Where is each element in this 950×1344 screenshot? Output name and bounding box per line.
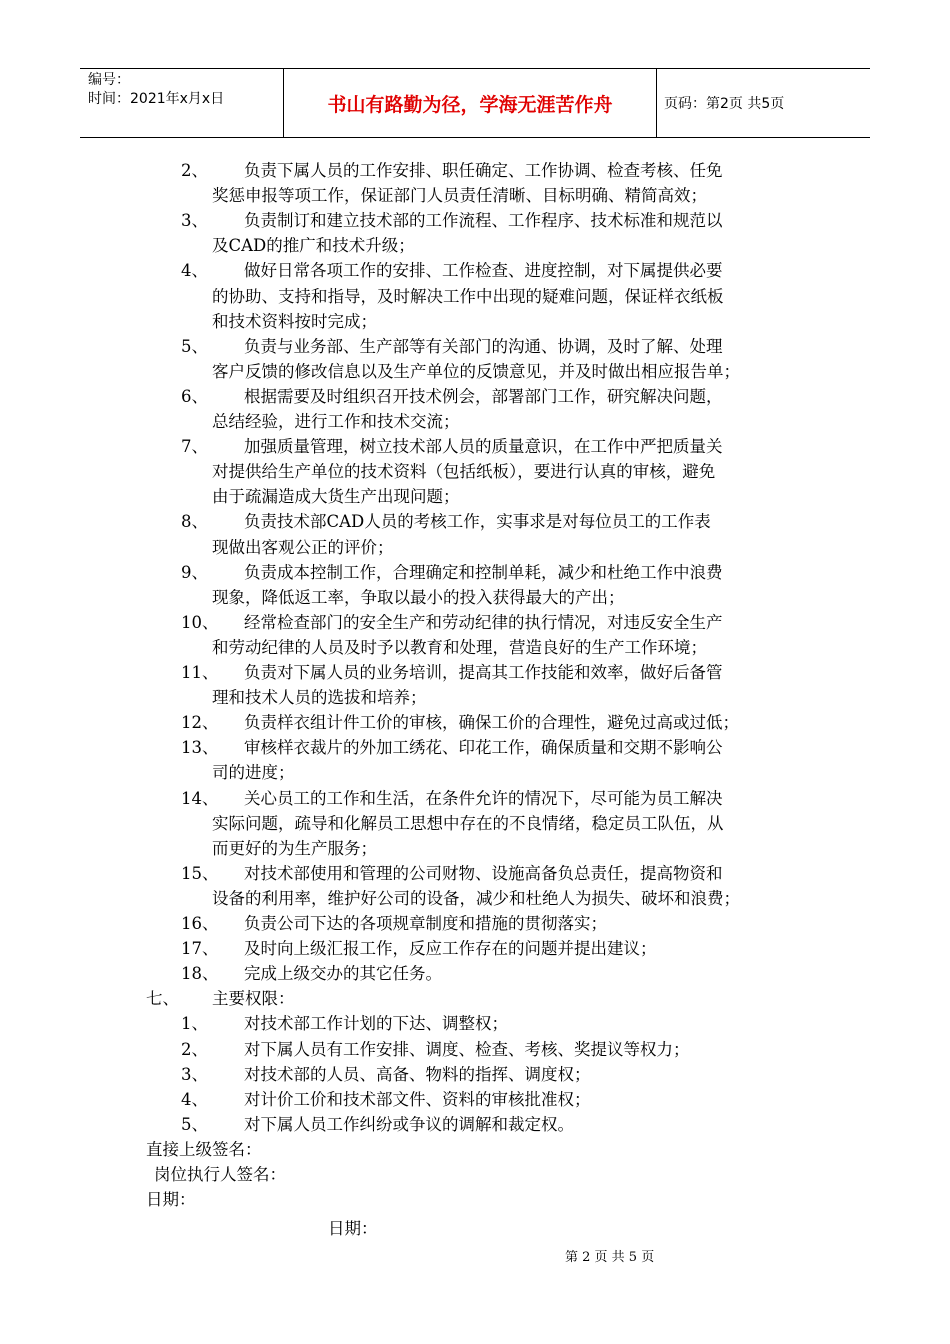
authority-number: 5、 — [181, 1114, 208, 1134]
duty-number: 13、 — [181, 738, 219, 758]
duty-text-line: 完成上级交办的其它任务。 — [244, 964, 442, 984]
authority-text: 对计价工价和技术部文件、资料的审核批准权； — [244, 1089, 591, 1109]
authority-number: 4、 — [181, 1089, 208, 1109]
duty-text-line: 实际问题，疏导和化解员工思想中存在的不良情绪，稳定员工队伍，从 — [212, 813, 724, 833]
duty-text-line: 根据需要及时组织召开技术例会，部署部门工作，研究解决问题， — [244, 386, 723, 406]
document-date: 时间：2021年x月x日 — [88, 91, 225, 107]
duty-number: 16、 — [181, 914, 219, 933]
header-page-info: 页码：第2页 共5页 — [664, 96, 785, 112]
header-motto: 书山有路勤为径，学海无涯苦作舟 — [284, 69, 657, 137]
duty-text-line: 加强质量管理，树立技术部人员的质量意识，在工作中严把质量关 — [244, 437, 723, 457]
duty-text-line: 审核样衣裁片的外加工绣花、印花工作，确保质量和交期不影响公 — [244, 738, 723, 758]
duty-text-line: 和技术资料按时完成； — [212, 311, 377, 331]
duty-number: 3、 — [181, 211, 208, 231]
duty-text-line: 关心员工的工作和生活，在条件允许的情况下，尽可能为员工解决 — [244, 788, 723, 808]
authority-text: 对下属人员有工作安排、调度、检查、考核、奖提议等权力； — [244, 1039, 690, 1059]
duty-text-line: 做好日常各项工作的安排、工作检查、进度控制，对下属提供必要 — [244, 261, 723, 281]
duty-text-line: 负责制订和建立技术部的工作流程、工作程序、技术标准和规范以 — [244, 211, 723, 231]
section-title: 主要权限： — [212, 989, 295, 1009]
duty-text-line: 负责样衣组计件工价的审核，确保工价的合理性，避免过高或过低； — [244, 713, 739, 733]
duty-text-line: 客户反馈的修改信息以及生产单位的反馈意见，并及时做出相应报告单； — [212, 361, 740, 381]
duty-number: 17、 — [181, 939, 219, 959]
duty-number: 7、 — [181, 437, 208, 457]
duty-text-line: 司的进度； — [212, 763, 295, 783]
superior-signature-label: 直接上级签名： — [146, 1139, 262, 1159]
duty-number: 10、 — [181, 612, 219, 632]
duty-number: 6、 — [181, 386, 208, 406]
duty-text-line: 负责与业务部、生产部等有关部门的沟通、协调，及时了解、处理 — [244, 336, 723, 356]
duty-text-line: 理和技术人员的选拔和培养； — [212, 688, 427, 708]
duty-text-line: 及CAD的推广和技术升级； — [212, 236, 415, 256]
duty-text-line: 负责下属人员的工作安排、职任确定、工作协调、检查考核、任免 — [244, 161, 723, 180]
duty-text-line: 负责对下属人员的业务培训，提高其工作技能和效率，做好后备管 — [244, 663, 723, 682]
date-label: 日期： — [146, 1190, 196, 1210]
section-number: 七、 — [146, 989, 179, 1009]
duty-text-line: 经常检查部门的安全生产和劳动纪律的执行情况，对违反安全生产 — [244, 612, 723, 632]
authority-text: 对技术部的人员、高备、物料的指挥、调度权； — [244, 1064, 591, 1084]
duty-text-line: 及时向上级汇报工作，反应工作存在的问题并提出建议； — [244, 939, 657, 959]
duty-text-line: 总结经验，进行工作和技术交流； — [212, 412, 460, 431]
duty-number: 14、 — [181, 788, 219, 808]
duty-number: 8、 — [181, 512, 208, 532]
duty-number: 5、 — [181, 336, 208, 356]
duty-text-line: 设备的利用率，维护好公司的设备，减少和杜绝人为损失、破坏和浪费； — [212, 888, 740, 908]
authority-text: 对下属人员工作纠纷或争议的调解和裁定权。 — [244, 1114, 574, 1134]
holder-signature-label: 岗位执行人签名： — [154, 1165, 286, 1184]
page-footer: 第 2 页 共 5 页 — [565, 1250, 655, 1265]
authority-number: 2、 — [181, 1039, 208, 1059]
duty-text-line: 由于疏漏造成大货生产出现问题； — [212, 487, 460, 507]
date-label-2: 日期： — [328, 1219, 378, 1239]
duty-text-line: 的协助、支持和指导，及时解决工作中出现的疑难问题，保证样衣纸板 — [212, 286, 724, 306]
authority-text: 对技术部工作计划的下达、调整权； — [244, 1014, 508, 1034]
duty-number: 12、 — [181, 713, 219, 733]
duty-text-line: 和劳动纪律的人员及时予以教育和处理，营造良好的生产工作环境； — [212, 637, 707, 657]
duty-number: 11、 — [181, 663, 219, 682]
duty-text-line: 奖惩申报等项工作，保证部门人员责任清晰、目标明确、精简高效； — [212, 186, 707, 206]
authority-number: 3、 — [181, 1064, 208, 1084]
duty-text-line: 负责成本控制工作，合理确定和控制单耗，减少和杜绝工作中浪费 — [244, 562, 723, 582]
duty-number: 9、 — [181, 562, 208, 582]
duty-text-line: 负责技术部CAD人员的考核工作，实事求是对每位员工的工作表 — [244, 512, 711, 532]
duty-text-line: 现做出客观公正的评价； — [212, 537, 394, 557]
duty-text-line: 对提供给生产单位的技术资料（包括纸板），要进行认真的审核，避免 — [212, 462, 716, 482]
duty-number: 18、 — [181, 964, 219, 984]
duty-text-line: 而更好的为生产服务； — [212, 838, 377, 858]
duty-number: 2、 — [181, 161, 208, 180]
duty-text-line: 现象，降低返工率，争取以最小的投入获得最大的产出； — [212, 587, 625, 607]
duty-number: 4、 — [181, 261, 208, 281]
duty-text-line: 负责公司下达的各项规章制度和措施的贯彻落实； — [244, 914, 607, 933]
document-number-label: 编号： — [88, 72, 130, 88]
header-meta — [80, 69, 284, 137]
duty-number: 15、 — [181, 863, 219, 883]
authority-number: 1、 — [181, 1014, 208, 1034]
page-header — [80, 68, 870, 138]
duty-text-line: 对技术部使用和管理的公司财物、设施高备负总责任，提高物资和 — [244, 863, 723, 883]
